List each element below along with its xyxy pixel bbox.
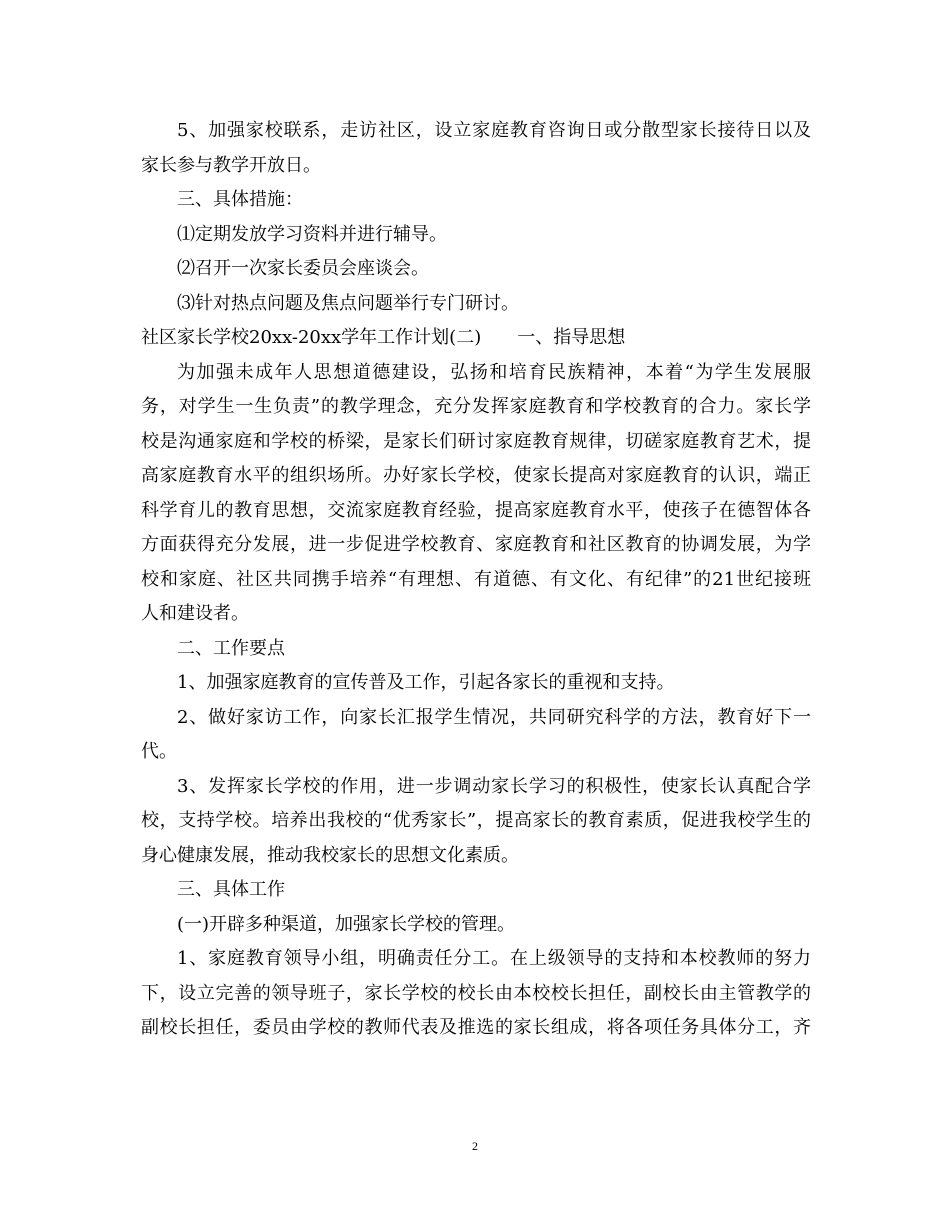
text-line: 下，设立完善的领导班子，家长学校的校长由本校校长担任，副校长由主管教学的: [141, 982, 811, 1004]
section-heading: 三、具体措施：: [177, 189, 303, 210]
page-number: 2: [472, 1139, 478, 1153]
text-line: 人和建设者。: [141, 603, 249, 624]
list-item: 1、加强家庭教育的宣传普及工作，引起各家长的重视和支持。: [177, 672, 675, 693]
list-item: 2、做好家访工作，向家长汇报学生情况，共同研究科学的方法，教育好下一: [177, 706, 811, 728]
text-line: 身心健康发展，推动我校家长的思想文化素质。: [141, 844, 519, 866]
text-line: 副校长担任，委员由学校的教师代表及推选的家长组成，将各项任务具体分工，齐: [141, 1017, 811, 1038]
list-item: 1、家庭教育领导小组，明确责任分工。在上级领导的支持和本校教师的努力: [177, 948, 811, 969]
text-line: 科学育儿的教育思想，交流家庭教育经验，提高家庭教育水平，使孩子在德智体各: [141, 499, 811, 521]
document-title-line: 社区家长学校20xx-20xx学年工作计划(二) 一、指导思想: [141, 327, 626, 348]
document-body: [141, 114, 811, 1046]
text-line: 为加强未成年人思想道德建设，弘扬和培育民族精神，本着“为学生发展服: [177, 361, 811, 383]
list-item: 3、发挥家长学校的作用，进一步调动家长学习的积极性，使家长认真配合学: [177, 775, 811, 797]
text-line: 高家庭教育水平的组织场所。办好家长学校，使家长提高对家庭教育的认识，端正: [141, 465, 811, 486]
section-heading: 三、具体工作: [177, 879, 285, 900]
section-heading: 二、工作要点: [177, 637, 285, 659]
text-line: 方面获得充分发展，进一步促进学校教育、家庭教育和社区教育的协调发展，为学: [141, 534, 811, 555]
text-line: 家长参与教学开放日。: [141, 154, 321, 176]
text-line: 校，支持学校。培养出我校的“优秀家长”，提高家长的教育素质，促进我校学生的: [141, 810, 811, 831]
list-item: ⑶针对热点问题及焦点问题举行专门研讨。: [177, 292, 519, 314]
text-line: 校和家庭、社区共同携手培养“有理想、有道德、有文化、有纪律”的21世纪接班: [141, 568, 811, 590]
text-line: 务，对学生一生负责”的教学理念，充分发挥家庭教育和学校教育的合力。家长学: [141, 396, 811, 417]
list-item: ⑵召开一次家长委员会座谈会。: [177, 258, 429, 279]
list-item: ⑴定期发放学习资料并进行辅导。: [177, 223, 447, 245]
text-line: 校是沟通家庭和学校的桥梁，是家长们研讨家庭教育规律，切磋家庭教育艺术，提: [141, 430, 811, 452]
text-line: 代。: [141, 741, 177, 762]
subsection-heading: (一)开辟多种渠道，加强家长学校的管理。: [177, 913, 516, 935]
text-line: 5、加强家校联系，走访社区，设立家庭教育咨询日或分散型家长接待日以及: [177, 120, 811, 141]
